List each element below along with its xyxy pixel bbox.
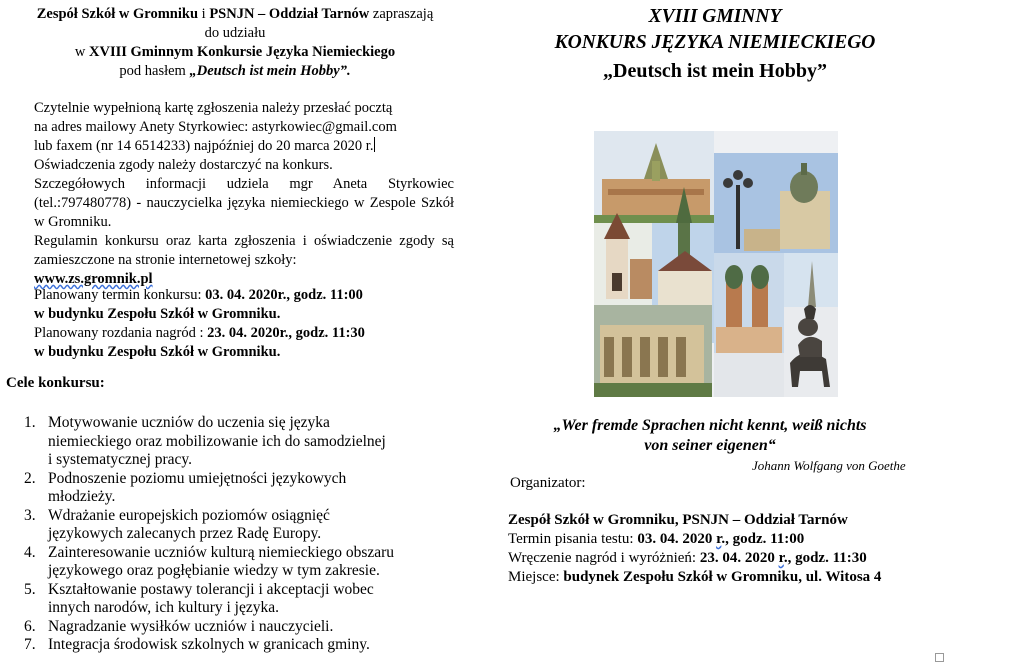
organizer-name: Zespół Szkół w Gromniku xyxy=(36,6,199,22)
goals-list xyxy=(0,414,470,655)
info-line: lub faxem (nr 14 6514233) najpóźniej do 20 marca 2020 r. xyxy=(34,138,374,154)
rules-info: Regulamin konkursu oraz karta zgłoszenia i oświadczenie zgody są zamieszczone na stronie internetowej szkoły: www.zs.gromnik.pl xyxy=(34,233,454,287)
award-date-line: Wręczenie nagród i wyróżnień: 23. 04. 2020 r., godz. 11:30 xyxy=(508,550,867,566)
right-column xyxy=(480,0,1024,661)
goals-heading: Cele konkursu: xyxy=(6,375,105,391)
goethe-quote: „Wer fremde Sprachen nicht kennt, weiß nichts von seiner eigenen“ xyxy=(553,417,867,454)
submission-info xyxy=(34,99,454,175)
motto: „Deutsch ist mein Hobby”. xyxy=(189,63,351,79)
german-landmarks-collage xyxy=(594,131,838,397)
info-line: Oświadczenia zgody należy dostarczyć na konkurs. xyxy=(34,157,333,173)
organizer-name: Zespół Szkół w Gromniku, PSNJN – Oddział Tarnów xyxy=(508,512,848,528)
goal-item: 2. Podnoszenie poziomu umiejętności językowych młodzieży. xyxy=(24,469,347,505)
event-details xyxy=(508,511,881,587)
title-line-1: XVIII GMINNY xyxy=(648,6,782,27)
collage-image xyxy=(594,131,838,397)
goal-item: 4. Zainteresowanie uczniów kulturą niemieckiego obszaru językowego oraz pogłębianie wiedzy w tym zakresie. xyxy=(24,543,395,579)
contact-info: Szczegółowych informacji udziela mgr Aneta Styrkowiec (tel.:797480778) - nauczycielka języka niemieckiego w Zespole Szkół w Gromniku. xyxy=(34,176,454,230)
goal-item: 3. Wdrażanie europejskich poziomów osiągnięć językowych zalecanych przez Radę Europy. xyxy=(24,506,330,542)
website-link[interactable]: www.zs.gromnik.pl xyxy=(34,271,153,287)
contest-date: 03. 04. 2020r., godz. 11:00 xyxy=(205,287,363,303)
title-motto: „Deutsch ist mein Hobby” xyxy=(603,60,827,82)
organizer-label: Organizator: xyxy=(510,475,586,491)
invitation: Zespół Szkół w Gromniku i PSNJN – Oddział Tarnów zapraszają do udziału w XVIII Gminnym Konkursie Języka Niemieckiego pod hasłem „Deutsch ist mein Hobby”. xyxy=(36,6,434,79)
quote-author: Johann Wolfgang von Goethe xyxy=(752,458,906,473)
place-line: Miejsce: budynek Zespołu Szkół w Gromniku, ul. Witosa 4 xyxy=(508,569,882,585)
title-line-2: KONKURS JĘZYKA NIEMIECKIEGO xyxy=(554,32,876,53)
contest-place: w budynku Zespołu Szkół w Gromniku. xyxy=(34,306,281,322)
info-line: na adres mailowy Anety Styrkowiec: astyrkowiec@gmail.com xyxy=(34,119,397,135)
info-line: Czytelnie wypełnioną kartę zgłoszenia należy przesłać pocztą xyxy=(34,100,393,116)
text-cursor xyxy=(374,137,375,152)
goal-item: 5. Kształtowanie postawy tolerancji i akceptacji wobec innych narodów, ich kultury i języka. xyxy=(24,580,374,616)
award-date: 23. 04. 2020r., godz. 11:30 xyxy=(207,325,365,341)
psnjn-name: PSNJN – Oddział Tarnów xyxy=(209,6,370,22)
left-column xyxy=(0,0,470,653)
test-date-line: Termin pisania testu: 03. 04. 2020 r., godz. 11:00 xyxy=(508,531,805,547)
contest-name: XVIII Gminnym Konkursie Języka Niemieckiego xyxy=(89,44,396,60)
goal-item: 7. Integracja środowisk szkolnych w granicach gminy. xyxy=(24,636,370,653)
goal-item: 6. Nagradzanie wysiłków uczniów i nauczycieli. xyxy=(24,617,334,635)
goal-item: 1. Motywowanie uczniów do uczenia się języka niemieckiego oraz mobilizowanie ich do samodzielnej i systematycznej pracy. xyxy=(24,414,386,468)
dates-info: Planowany termin konkursu: 03. 04. 2020r., godz. 11:00 w budynku Zespołu Szkół w Gromniku. Planowany rozdania nagród : 23. 04. 2020r., godz. 11:30 w budynku Zespołu Szkół w Gromniku. xyxy=(34,286,454,362)
award-place: w budynku Zespołu Szkół w Gromniku. xyxy=(34,344,281,360)
